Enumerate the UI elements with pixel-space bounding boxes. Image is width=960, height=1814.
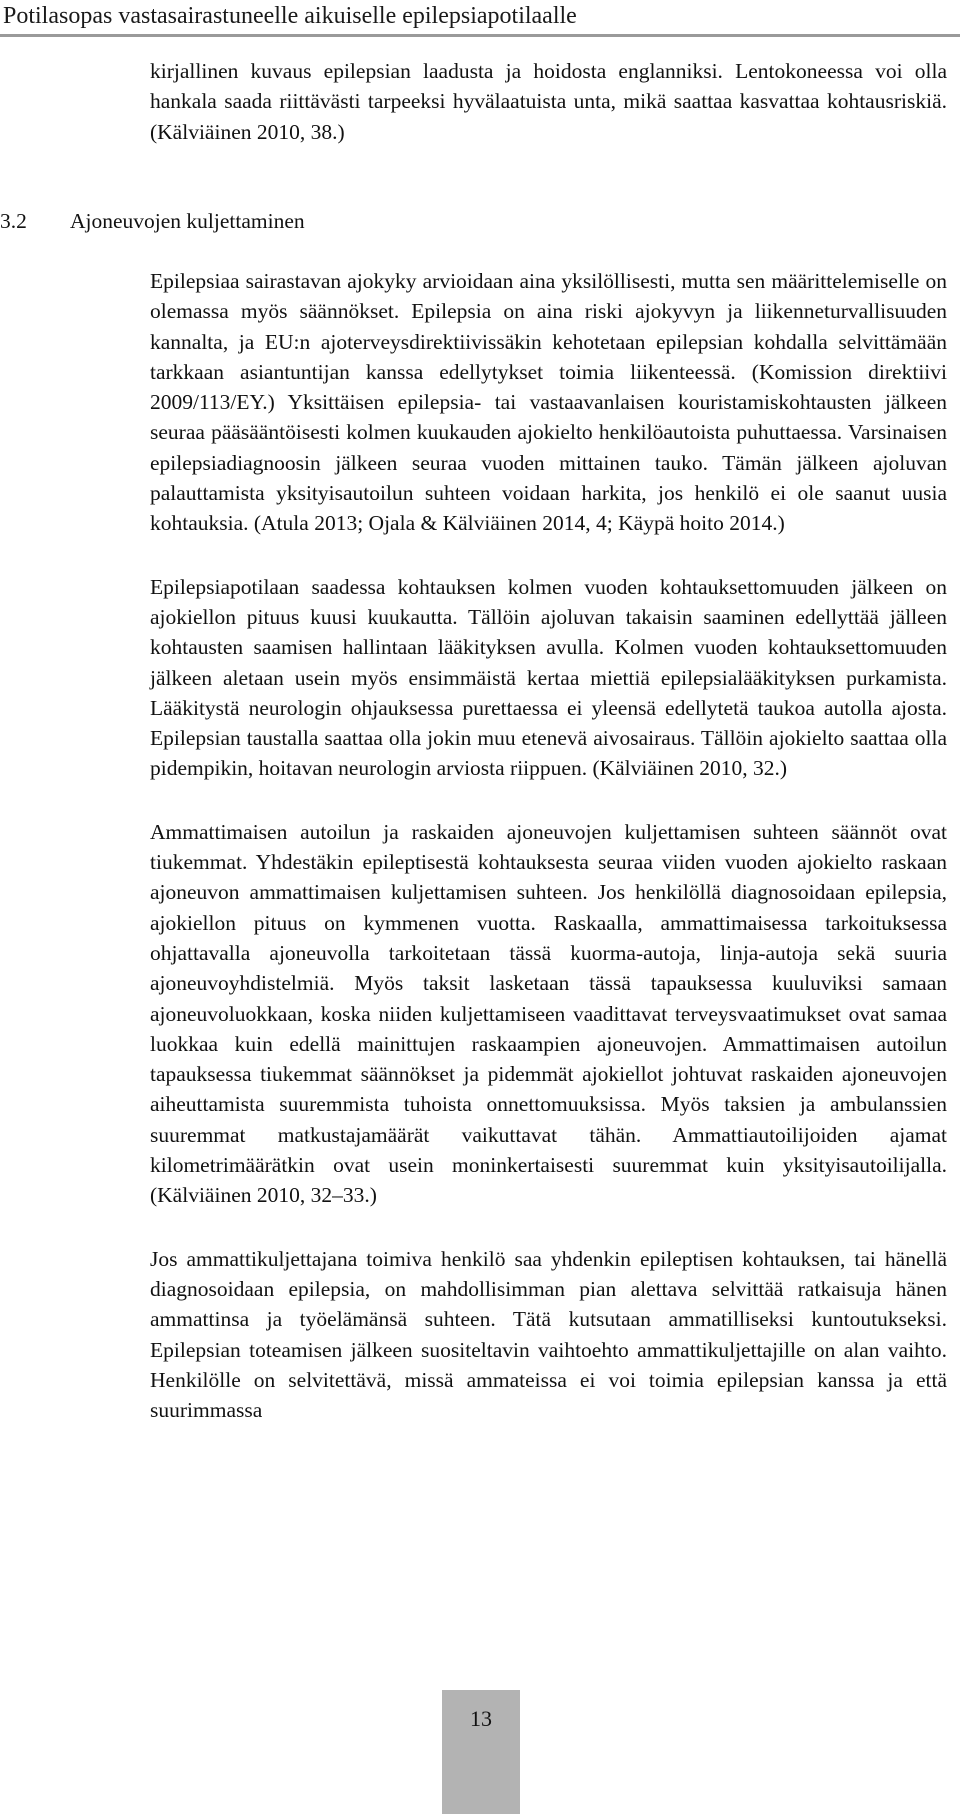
- body-paragraph-1: Epilepsiaa sairastavan ajokyky arvioidaan aina yksilöllisesti, mutta sen määrittelemiselle on olemassa myös säännökset. Epilepsia on aina riski ajokyvyn ja liikenneturvallisuuden kannalta, ja EU:n ajoterveysdirektiivissäkin kehotetaan epilepsian kohdalla selvittämään tarkkaan asiantuntijan kanssa edellytykset toimia liikenteessä. (Komission direktiivi 2009/113/EY.) Yksittäisen epilepsia- tai vastaavanlaisen kouristamiskohtausten jälkeen seuraa pääsääntöisesti kolmen kuukauden ajokielto henkilöautoista puhuttaessa. Varsinaisen epilepsiadiagnoosin jälkeen seuraa vuoden mittainen tauko. Tämän jälkeen ajoluvan palauttamista yksityisautoilun suhteen voidaan harkita, jos henkilö ei ole saanut uusia kohtauksia. (Atula 2013; Ojala & Kälviäinen 2014, 4; Käypä hoito 2014.): [150, 269, 947, 536]
- section-heading: [0, 206, 305, 236]
- continued-paragraph: kirjallinen kuvaus epilepsian laadusta ja hoidosta englanniksi. Lentokoneessa voi olla hankala saada riittävästi tarpeeksi hyvälaatuista unta, mikä saattaa kasvattaa kohtausriskiä. (Kälviäinen 2010, 38.): [150, 59, 947, 144]
- body-paragraph-2: Epilepsiapotilaan saadessa kohtauksen kolmen vuoden kohtauksettomuuden jälkeen on ajokiellon pituus kuusi kuukautta. Tällöin ajoluvan takaisin saaminen edellyttää jälleen kohtausten saamisen hallintaan lääkityksen avulla. Kolmen vuoden kohtauksettomuuden jälkeen aletaan usein myös ensimmäistä kertaa miettiä epilepsialääkityksen purkamista. Lääkitystä neurologin ohjauksessa purettaessa ei yleensä edellytetä taukoa autolla ajosta. Epilepsian taustalla saattaa olla jokin muu etenevä aivosairaus. Tällöin ajokielto saattaa olla pidempikin, hoitavan neurologin arviosta riippuen. (Kälviäinen 2010, 32.): [150, 574, 947, 781]
- section-body: [150, 266, 947, 1458]
- body-paragraph-4: Jos ammattikuljettajana toimiva henkilö saa yhdenkin epileptisen kohtauksen, tai hänellä diagnosoidaan epilepsia, on mahdollisimman pian alettava selvittää ratkaisuja hänen ammattinsa ja työelämänsä suhteen. Tätä kutsutaan ammatilliseksi kuntoutukseksi. Epilepsian toteamisen jälkeen suositeltavin vaihtoehto ammattikuljettajille on alan vaihto. Henkilölle on selvitettävä, missä ammateissa ei voi toimia epilepsian kanssa ja että suurimmassa: [150, 1246, 947, 1423]
- running-header: Potilasopas vastasairastuneelle aikuiselle epilepsiapotilaalle: [3, 3, 577, 29]
- page-number-box: [442, 1690, 520, 1814]
- page-number: 13: [470, 1706, 492, 1731]
- header-rule: [0, 34, 960, 37]
- section-number: 3.2: [0, 209, 27, 233]
- body-paragraph-3: Ammattimaisen autoilun ja raskaiden ajoneuvojen kuljettamisen suhteen säännöt ovat tiukemmat. Yhdestäkin epileptisestä kohtauksesta seuraa viiden vuoden ajokielto raskaan ajoneuvon ammattimaisen kuljettamisen suhteen. Jos henkilöllä diagnosoidaan epilepsia, ajokiellon pituus on kymmenen vuotta. Raskaalla, ammattimaisessa tarkoituksessa ohjattavalla ajoneuvolla tarkoitetaan tässä kuorma-autoja, linja-autoja sekä suuria ajoneuvoyhdistelmiä. Myös taksit lasketaan tässä tapauksessa kuuluviksi samaan ajoneuvoluokkaan, koska niiden kuljettamiseen vaadittavat terveysvaatimukset ovat samaa luokkaa kuin edellä mainittujen raskaampien ajoneuvojen. Ammattimaisen autoilun tapauksessa tiukemmat säännökset ja pidemmät ajokiellot johtuvat raskaiden ajoneuvojen aiheuttamista suuremmista tuhoista onnettomuuksissa. Myös taksien ja ambulanssien suuremmat matkustajamäärät vaikuttavat tähän. Ammattiautoilijoiden ajamat kilometrimäärätkin ovat usein moninkertaisesti suuremmat kuin yksityisautoilijalla. (Kälviäinen 2010, 32–33.): [150, 819, 947, 1208]
- section-title: Ajoneuvojen kuljettaminen: [70, 209, 305, 233]
- continued-text: [150, 56, 947, 147]
